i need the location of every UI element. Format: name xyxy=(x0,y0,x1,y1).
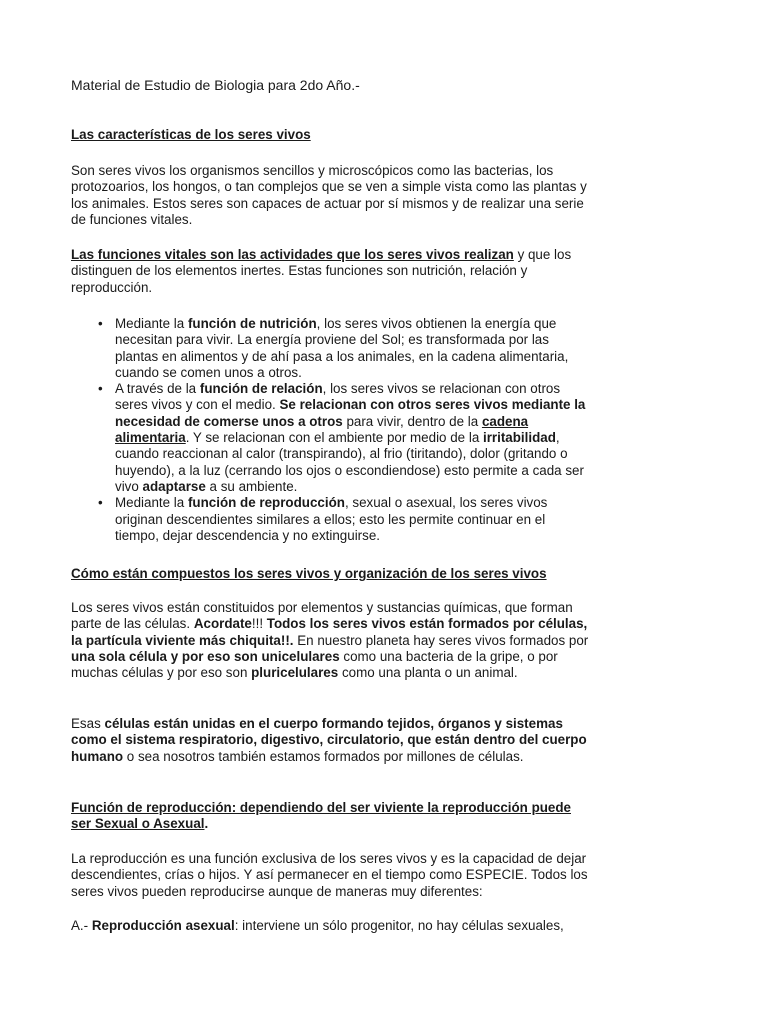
vital-functions-list xyxy=(71,316,591,544)
text-run: !!! xyxy=(251,616,267,632)
text-run: a su ambiente. xyxy=(205,478,298,494)
bold-run: Todos los seres vivos están formados por células, la partícula viviente más chiquita!!. xyxy=(71,616,588,648)
text-run: , los seres vivos obtienen la energía que necesitan para vivir. La energía proviene del Sol; es transformada por las plantas en alimentos y de ahí pasa a los animales, en la cadena alimentaria, cuando se comen unos a otros. xyxy=(115,316,569,380)
text-run: Esas xyxy=(71,716,105,731)
paragraph-intro: Son seres vivos los organismos sencillos y microscópicos como las bacterias, los protozoarios, los hongos, o tan complejos que se ven a simple vista como las plantas y los animales. Estos seres son capaces de actuar por sí mismos y de realizar una serie de funciones vitales. xyxy=(71,163,587,227)
bold-run: una sola célula y por eso son unicelulares xyxy=(71,648,340,664)
text-run: : interviene un sólo progenitor, no hay células sexuales, xyxy=(234,918,564,933)
bold-run: función de reproducción xyxy=(187,495,345,511)
vital-functions-emphasis: Las funciones vitales son las actividades que los seres vivos realizan xyxy=(71,247,514,262)
bold-run: células están unidas en el cuerpo formando tejidos, órganos y sistemas como el sistema respiratorio, digestivo, circulatorio, que están dentro del cuerpo humano xyxy=(71,716,587,764)
section-heading-composition: Cómo están compuestos los seres vivos y organización de los seres vivos xyxy=(71,566,547,581)
bold-run: función de nutrición xyxy=(187,316,317,331)
text-run: como una bacteria de la gripe, o por muchas células y por eso son xyxy=(71,648,558,681)
section-heading-reproduction xyxy=(71,800,591,833)
text-run: Mediante la xyxy=(115,495,188,511)
bold-run: pluricelulares xyxy=(251,665,339,681)
document-title: Material de Estudio de Biologia para 2do Año.- xyxy=(71,77,360,93)
text-run: como una planta o un animal. xyxy=(338,665,518,681)
bold-run: irritabilidad xyxy=(482,430,556,446)
paragraph-tissues xyxy=(71,716,591,765)
bold-run: función de relación xyxy=(199,381,323,397)
bullet-marker: • xyxy=(98,495,103,511)
bold-run: Acordate xyxy=(193,616,252,632)
text-run: A través de la xyxy=(115,381,200,397)
bold-run: Se relacionan con otros seres vivos mediante la necesidad de comerse unos a otros xyxy=(115,397,586,429)
paragraph-cells xyxy=(71,600,591,681)
text-run: En nuestro planeta hay seres vivos formados por xyxy=(293,632,589,648)
reproduction-heading-text: Función de reproducción: dependiendo del ser viviente la reproducción puede ser Sexual o Asexual xyxy=(71,800,571,832)
text-run: , cuando reaccionan al calor (transpirando), al frio (tiritando), dolor (gritando o huyendo), a la luz (cerrando los ojos o escondiendose) esto permite a cada ser vivo xyxy=(115,430,584,494)
paragraph-vital-functions xyxy=(71,247,591,296)
bullet-marker: • xyxy=(98,381,103,397)
list-item-nutrition xyxy=(71,316,591,381)
bullet-marker: • xyxy=(98,316,103,331)
list-item-reproduction xyxy=(71,495,591,544)
bold-underlined-run: cadena alimentaria xyxy=(115,413,529,446)
list-item-relation xyxy=(71,381,591,495)
paragraph-reproduction: La reproducción es una función exclusiva de los seres vivos y es la capacidad de dejar descendientes, crías o hijos. Y así permanecer en el tiempo como ESPECIE. Todos los seres vivos pueden reproducirse aunque de maneras muy diferentes: xyxy=(71,851,588,899)
text-run: , los seres vivos se relacionan con otros seres vivos y con el medio. xyxy=(115,381,561,413)
text-run: , sexual o asexual, los seres vivos originan descendientes similares a ellos; esto les permite continuar en el tiempo, dejar descendencia y no extinguirse. xyxy=(115,495,548,543)
text-run: Mediante la xyxy=(115,316,188,331)
text-run: o sea nosotros también estamos formados por millones de células. xyxy=(123,748,524,764)
section-heading-characteristics: Las características de los seres vivos xyxy=(71,127,311,142)
paragraph-asexual xyxy=(71,918,591,934)
text-run: Los seres vivos están constituidos por elementos y sustancias químicas, que forman parte de las células. xyxy=(71,600,573,632)
heading-tail: . xyxy=(204,816,209,832)
text-run: A.- xyxy=(71,918,92,933)
text-run: para vivir, dentro de la xyxy=(342,413,482,429)
vital-functions-text: y que los distinguen de los elementos inertes. Estas funciones son nutrición, relación y reproducción. xyxy=(71,247,572,295)
text-run: . Y se relacionan con el ambiente por medio de la xyxy=(185,430,483,446)
bold-run: adaptarse xyxy=(142,478,206,494)
bold-run: Reproducción asexual xyxy=(91,918,235,933)
